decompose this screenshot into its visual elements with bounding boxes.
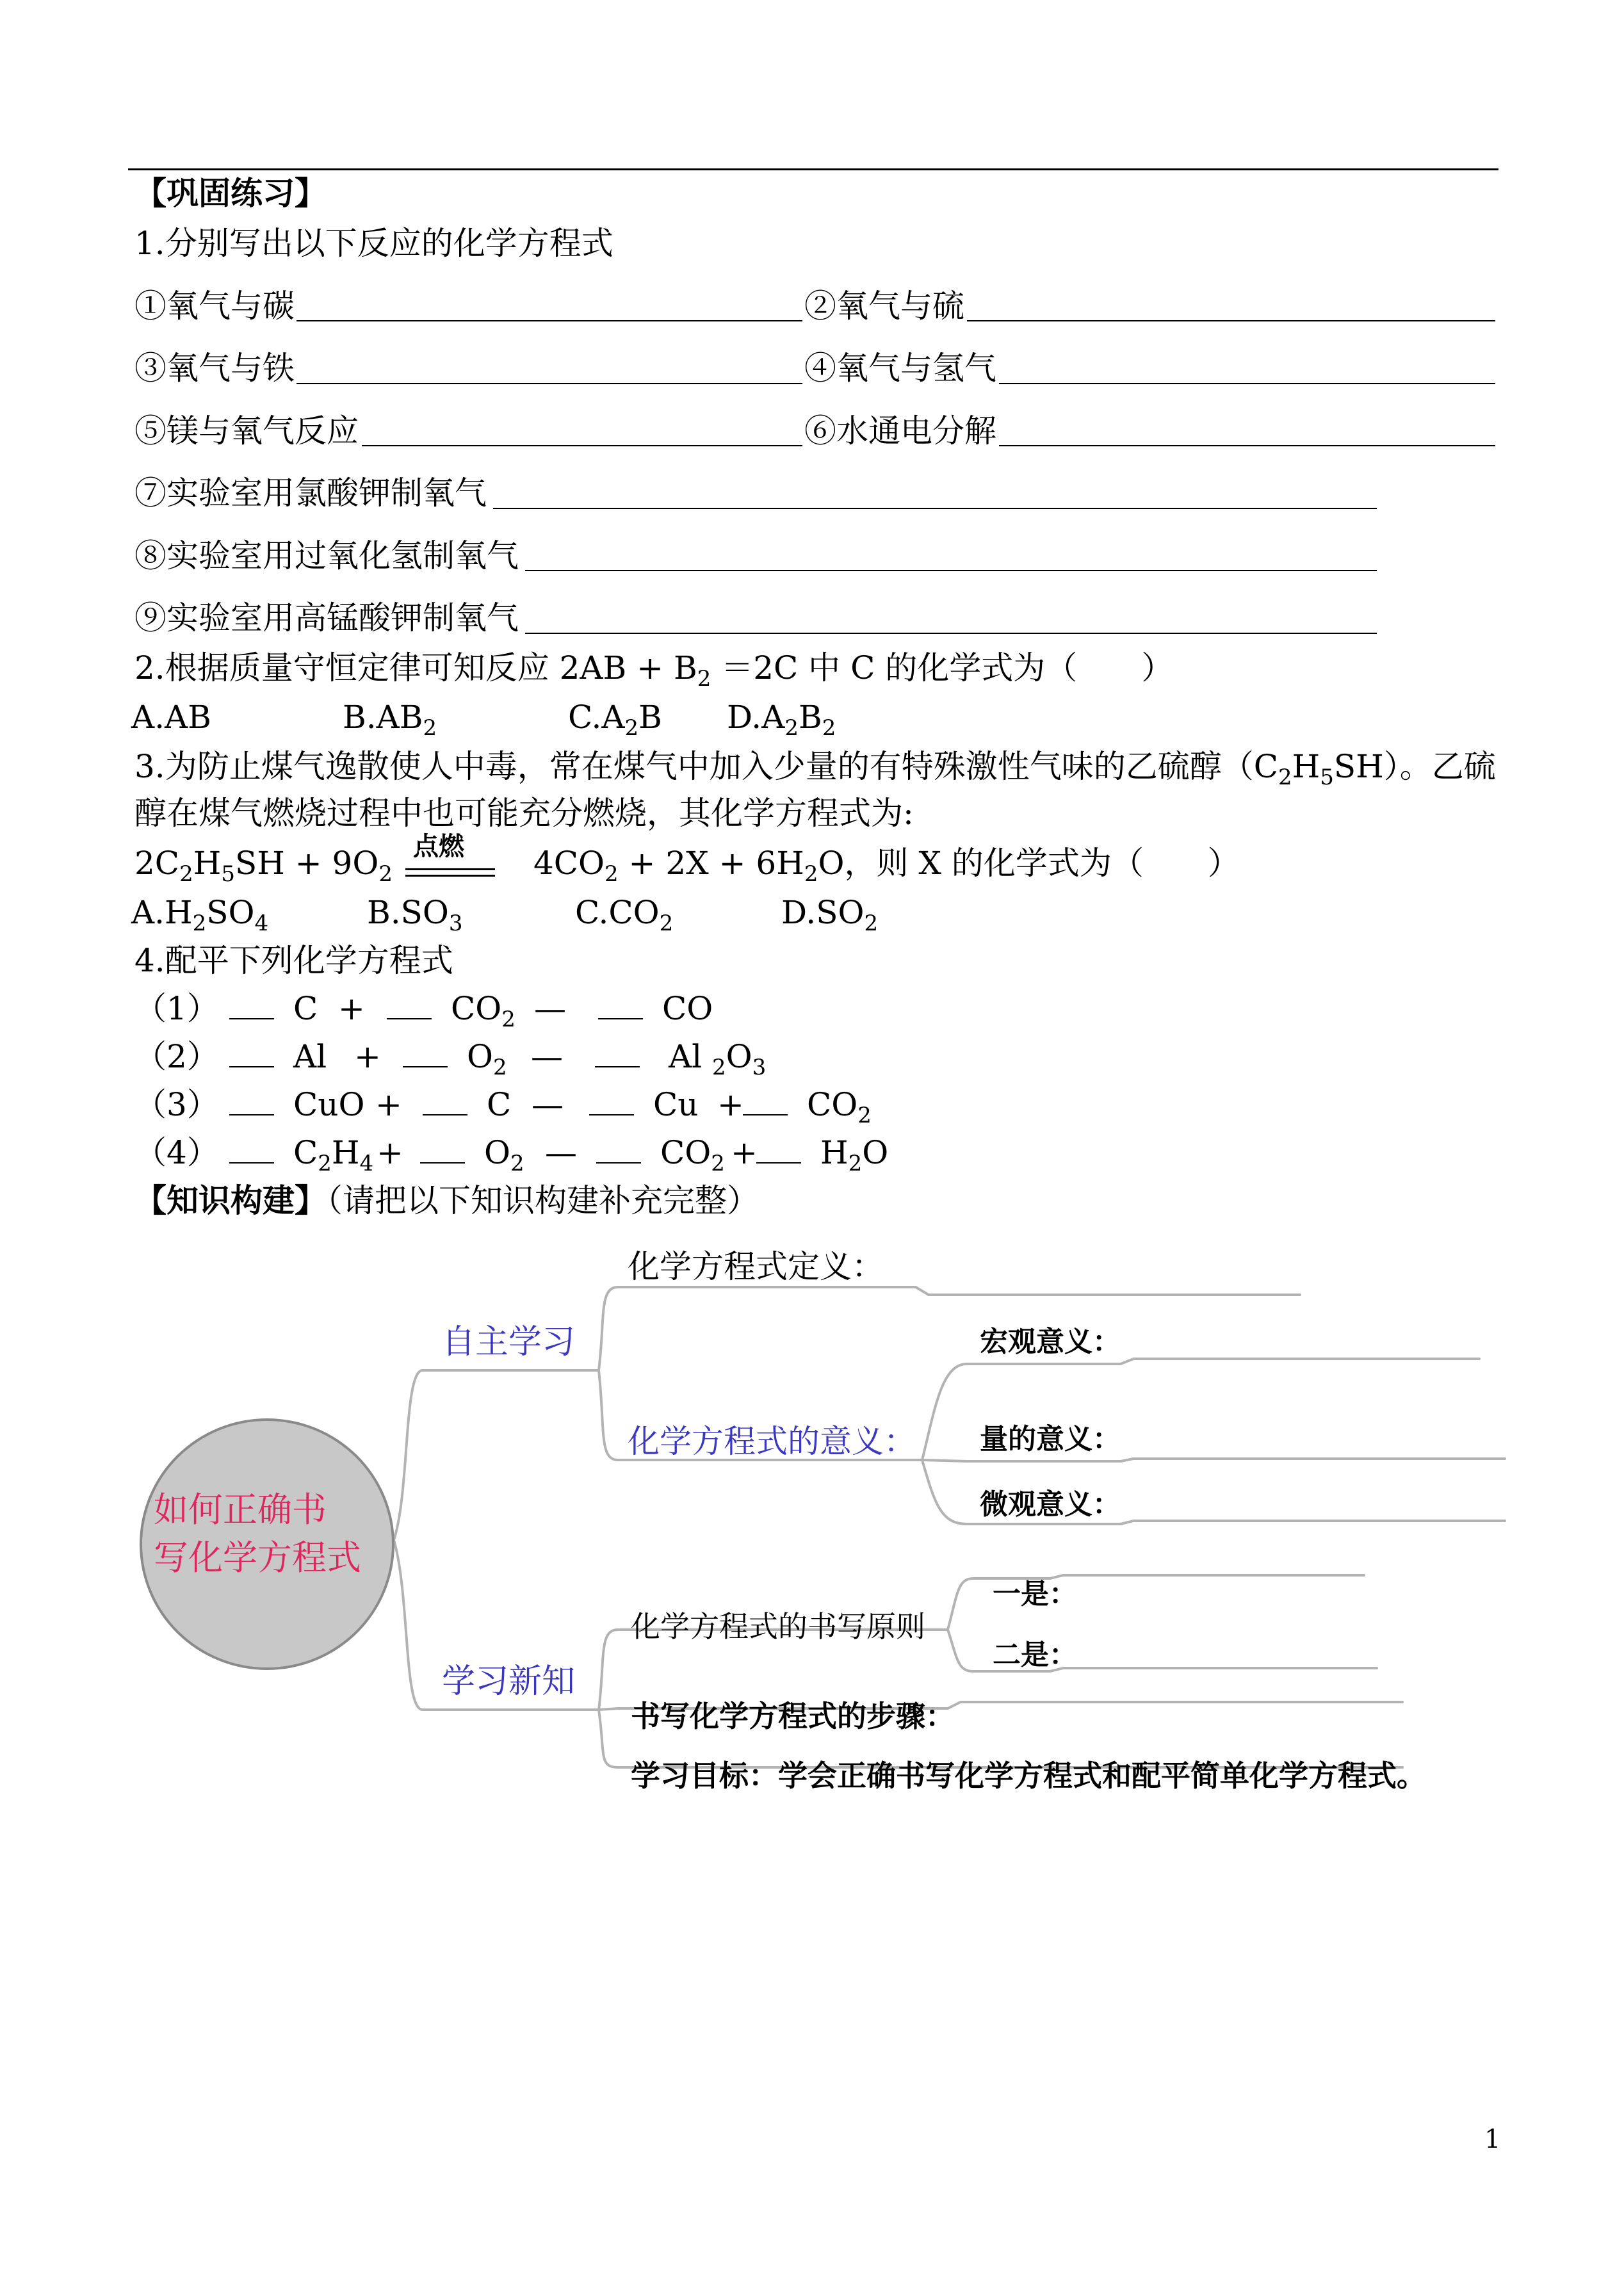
coef-blank[interactable] (229, 1041, 274, 1067)
q1-item-4: ④氧气与氢气 (804, 350, 996, 387)
reaction-arrow (405, 831, 495, 882)
coef-blank[interactable] (743, 1089, 788, 1115)
q2-options (131, 698, 836, 747)
mindmap-branch-new-knowledge: 学习新知 (442, 1662, 576, 1701)
q3-equation: $2C_2H_5SH + 9O_2$ 点燃 $4CO_2 + 2X + 6H_2O$，则 X 的化学式为（ ） (134, 844, 1240, 893)
q1-answer-line-3[interactable] (296, 383, 802, 384)
header-rule (128, 168, 1498, 170)
coef-blank[interactable] (598, 993, 643, 1019)
q2-question (134, 649, 1173, 698)
mindmap-learning-goal: 学习目标：学会正确书写化学方程式和配平简单化学方程式。 (631, 1758, 1426, 1793)
q1-title: 1.分别写出以下反应的化学方程式 (134, 225, 613, 262)
q3-line-1: 3.为防止煤气逸散使人中毒，常在煤气中加入少量的有特殊激性气味的乙硫醇$(C_2H_5SH)$。乙硫 (134, 748, 1496, 790)
coef-blank[interactable] (387, 993, 432, 1019)
coef-blank[interactable] (229, 1137, 274, 1164)
q1-item-3: ③氧气与铁 (134, 350, 295, 387)
q2-text-pre: 2.根据质量守恒定律可知反应 2AB + B (134, 649, 697, 686)
section-knowledge-heading: 【知识构建】（请把以下知识构建补充完整） (134, 1181, 759, 1219)
page-number: 1 (1484, 2125, 1501, 2154)
q3-option-b[interactable]: $B.SO_3$ (367, 894, 463, 936)
mindmap-branch-self-study: 自主学习 (442, 1323, 576, 1361)
q1-answer-line-8[interactable] (525, 570, 1377, 571)
q1-answer-line-1[interactable] (296, 320, 802, 321)
coef-blank[interactable] (420, 1137, 465, 1164)
q2-option-c[interactable]: $C.A_2B$ (568, 699, 662, 741)
mindmap-writing-steps: 书写化学方程式的步骤： (631, 1699, 955, 1733)
q1-item-7: ⑦实验室用氯酸钾制氧气 (134, 474, 487, 512)
q2-option-d[interactable]: $D.A_2B_2$ (727, 699, 836, 741)
mindmap-meaning-quantity: 量的意义： (980, 1423, 1121, 1456)
q3-option-d[interactable]: $D.SO_2$ (781, 894, 879, 936)
q1-item-2: ②氧气与硫 (804, 288, 964, 325)
mindmap-equation-meaning: 化学方程式的意义： (628, 1423, 916, 1460)
reaction-condition: 点燃 (412, 831, 464, 861)
section-consolidate-heading: 【巩固练习】 (134, 174, 327, 212)
q1-answer-line-7[interactable] (493, 508, 1377, 509)
mindmap-equation-definition: 化学方程式定义： (628, 1248, 884, 1285)
q3-options (131, 893, 878, 943)
coef-blank[interactable] (596, 1137, 641, 1164)
q4-row-4: （4） $C_2H_4+ O_2$ — $CO_2 + H_2O$ (134, 1134, 889, 1176)
q3-option-a[interactable]: $A.H_2SO_4$ (131, 894, 269, 936)
mindmap-principle-two: 二是： (993, 1639, 1077, 1671)
coef-blank[interactable] (589, 1089, 634, 1115)
coef-blank[interactable] (403, 1041, 448, 1067)
coef-blank[interactable] (595, 1041, 640, 1067)
q1-answer-line-4[interactable] (999, 383, 1495, 384)
q1-item-1: ①氧气与碳 (134, 288, 295, 325)
mindmap-meaning-micro: 微观意义： (980, 1488, 1121, 1521)
mindmap-center-line-1: 如何正确书 (154, 1489, 327, 1530)
q3-line-2: 醇在煤气燃烧过程中也可能充分燃烧，其化学方程式为: (134, 795, 914, 832)
mindmap-principle-one: 一是： (993, 1578, 1077, 1610)
mindmap-center-line-2: 写化学方程式 (154, 1537, 361, 1578)
q1-answer-line-2[interactable] (967, 320, 1495, 321)
q1-item-9: ⑨实验室用高锰酸钾制氧气 (134, 599, 519, 637)
q4-row-1: （1） $C + CO_2$ — CO (134, 990, 713, 1032)
mindmap-meaning-macro: 宏观意义： (980, 1326, 1121, 1358)
coef-blank[interactable] (423, 1089, 467, 1115)
q4-row-2: （2） $Al + O_2$ — Al $_2O_3$ (134, 1038, 767, 1080)
q4-title: 4.配平下列化学方程式 (134, 942, 453, 979)
coef-blank[interactable] (229, 1089, 274, 1115)
q1-item-8: ⑧实验室用过氧化氢制氧气 (134, 537, 519, 574)
q1-answer-line-9[interactable] (525, 633, 1377, 634)
q1-answer-line-6[interactable] (999, 445, 1495, 446)
q1-item-6: ⑥水通电分解 (804, 412, 996, 450)
q1-item-5: ⑤镁与氧气反应 (134, 412, 359, 450)
coef-blank[interactable] (756, 1137, 801, 1164)
q4-row-3: （3） CuO + C — $Cu + CO_2$ (134, 1086, 872, 1128)
mindmap-writing-principle: 化学方程式的书写原则 (631, 1609, 925, 1644)
q3-option-c[interactable]: $C.CO_2$ (575, 894, 674, 936)
q2-sub: 2 (697, 666, 711, 692)
coef-blank[interactable] (229, 993, 274, 1019)
q1-answer-line-5[interactable] (362, 445, 802, 446)
q2-option-a[interactable]: A.AB (131, 699, 211, 736)
q2-option-b[interactable]: $B.AB_2$ (343, 699, 437, 741)
q2-text-post: ＝2C 中 C 的化学式为（ ） (711, 649, 1174, 686)
